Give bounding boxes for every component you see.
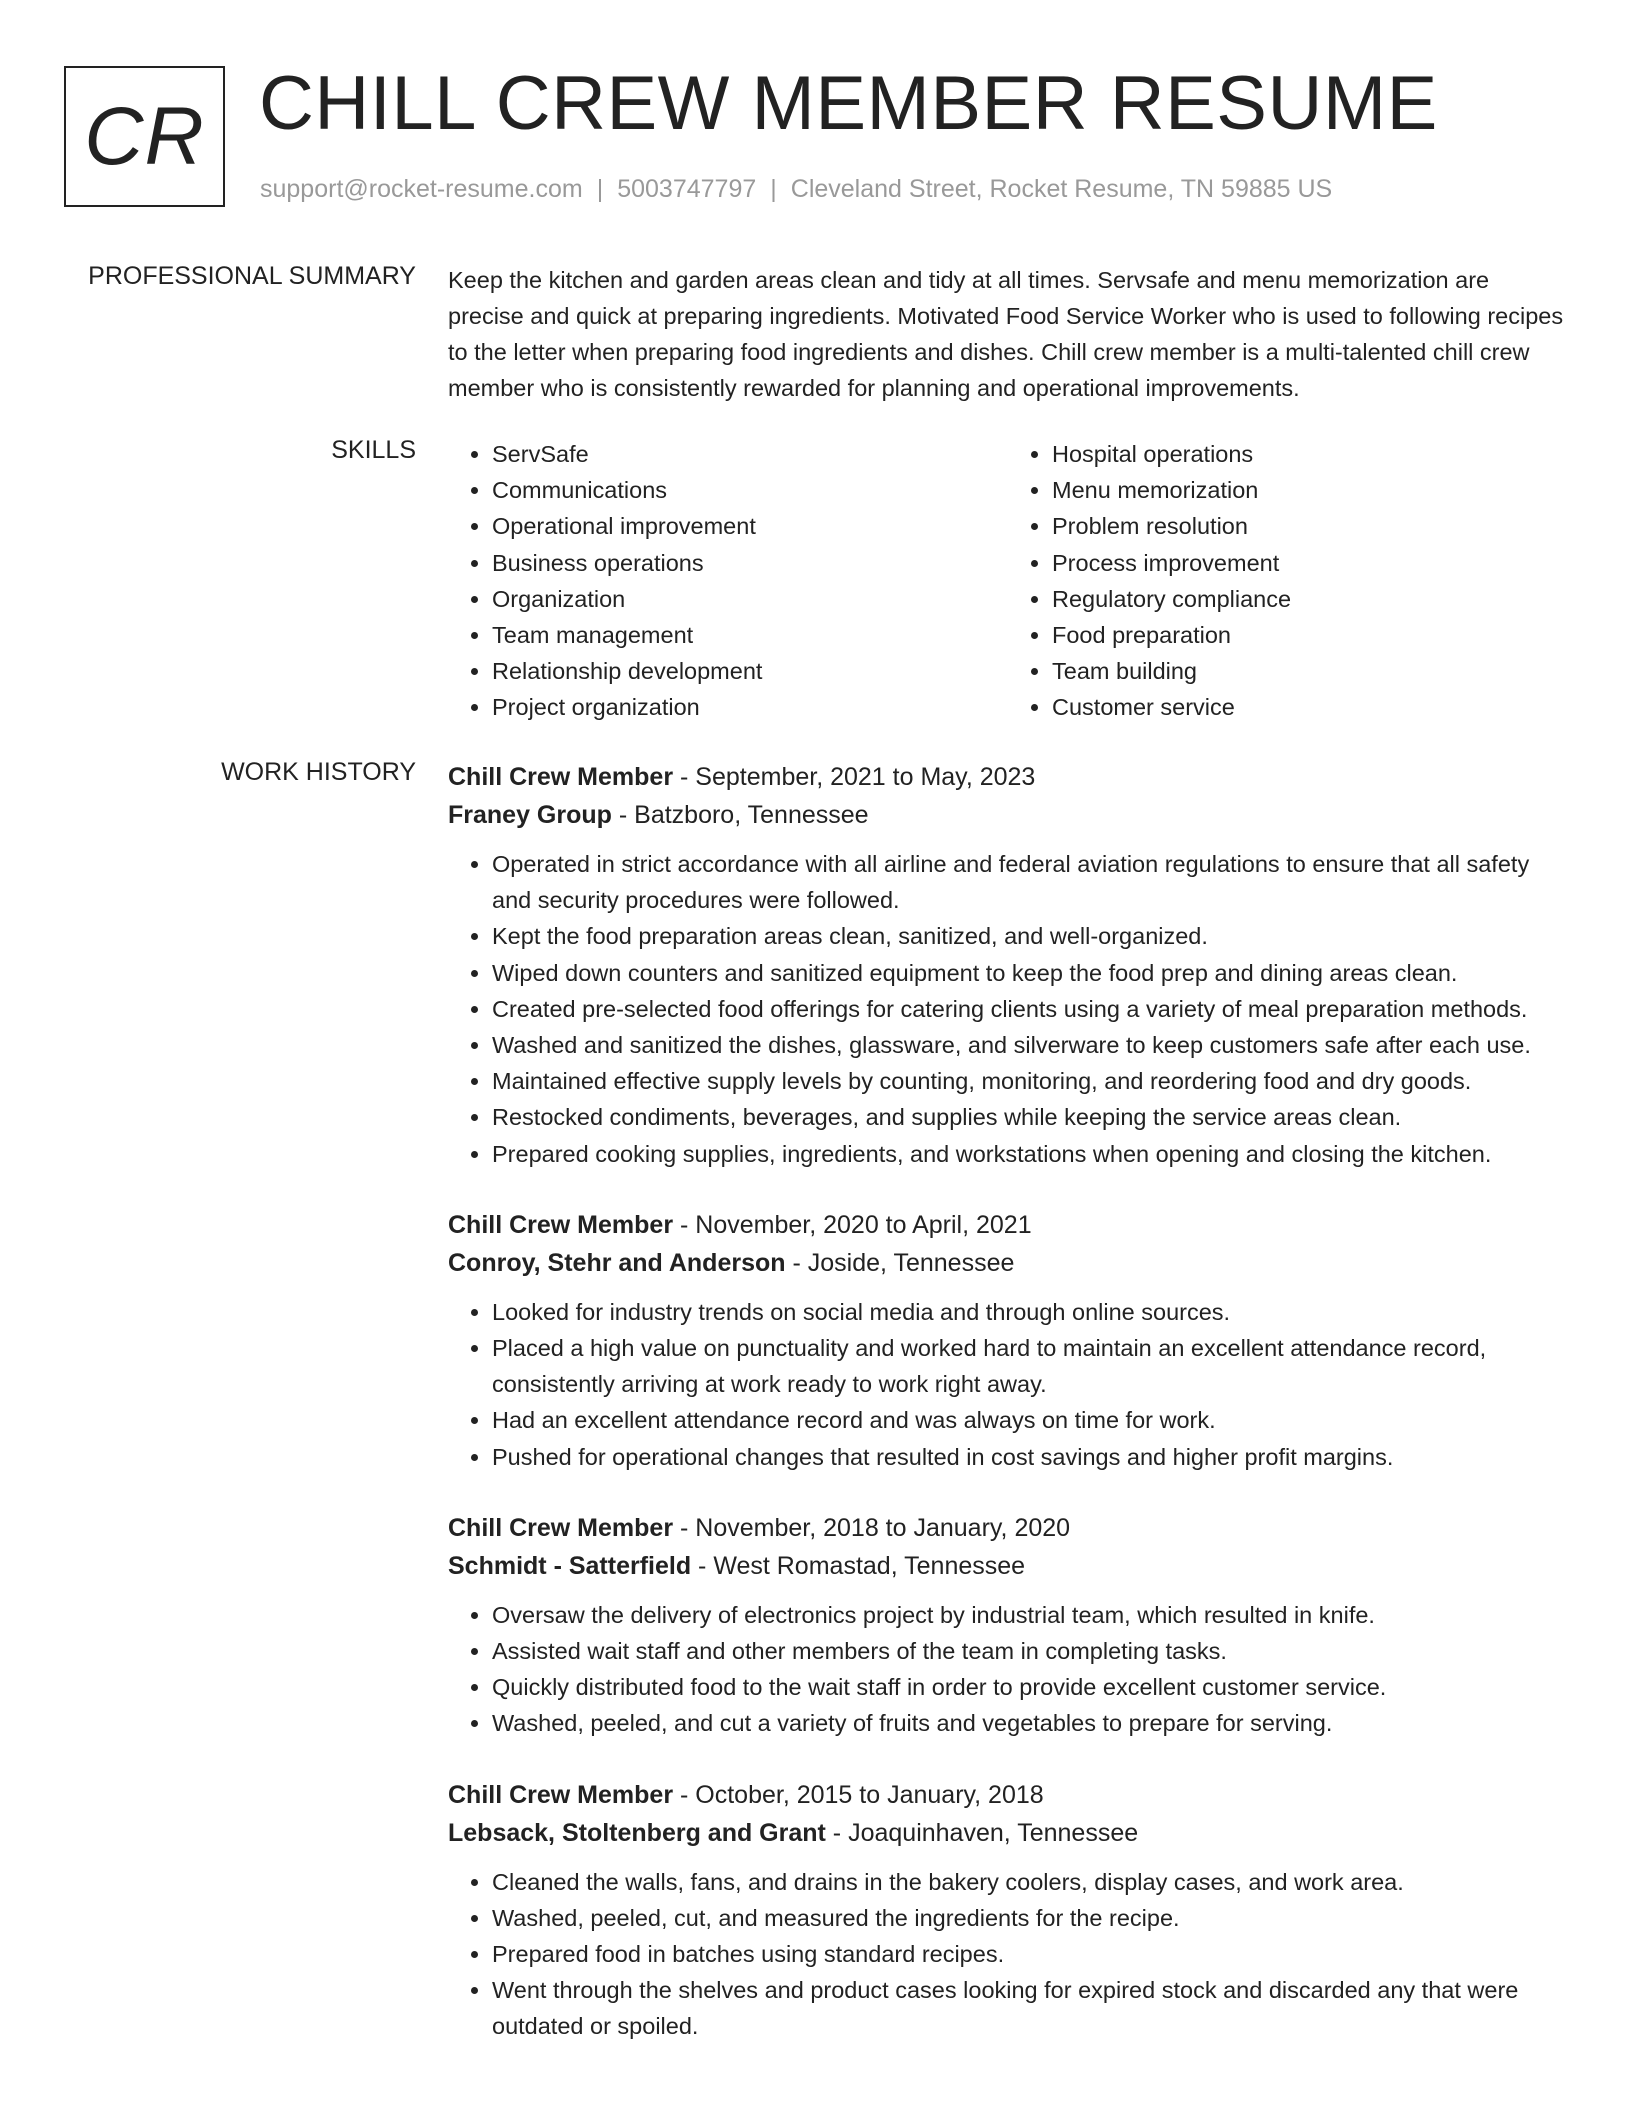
contact-separator: |	[596, 175, 604, 203]
job-bullet: • Created pre-selected food offerings for catering clients using a variety of meal preparation methods.	[492, 991, 1568, 1027]
job-company-line: Franey Group - Batzboro, Tennessee	[448, 801, 869, 829]
job-bullets	[448, 846, 1568, 1172]
job-company-line: Schmidt - Satterfield - West Romastad, Tennessee	[448, 1551, 1026, 1580]
job-location: Joside, Tennessee	[807, 1248, 1015, 1277]
job-entry	[448, 1509, 1568, 1742]
skill-item: • ServSafe	[492, 436, 1008, 472]
job-location: Batzboro, Tennessee	[634, 801, 869, 829]
skill-item: • Food preparation	[1052, 617, 1568, 653]
skills-body	[448, 436, 1568, 726]
job-title: Chill Crew Member	[448, 1210, 674, 1239]
job-title-line: Chill Crew Member - September, 2021 to May, 2023	[448, 763, 1036, 791]
job-entry	[448, 1206, 1568, 1475]
job-bullet: • Had an excellent attendance record and was always on time for work.	[492, 1402, 1568, 1438]
job-company: Lebsack, Stoltenberg and Grant	[448, 1818, 826, 1847]
job-bullet: • Wiped down counters and sanitized equipment to keep the food prep and dining areas clean.	[492, 955, 1568, 991]
skill-item: • Organization	[492, 581, 1008, 617]
job-bullet: • Oversaw the delivery of electronics project by industrial team, which resulted in knife.	[492, 1597, 1568, 1633]
job-title-line: Chill Crew Member - November, 2020 to April, 2021	[448, 1210, 1032, 1239]
contact-separator: |	[770, 175, 777, 203]
skill-item: • Hospital operations	[1052, 436, 1568, 472]
skill-item: • Process improvement	[1052, 545, 1568, 581]
job-bullet: • Placed a high value on punctuality and worked hard to maintain an excellent attendance record, consistently arriving at work ready to work right away.	[492, 1330, 1568, 1402]
resume-title: CHILL CREW MEMBER RESUME	[259, 61, 1438, 146]
job-bullet: • Washed, peeled, cut, and measured the ingredients for the recipe.	[492, 1900, 1568, 1936]
job-bullet: • Looked for industry trends on social media and through online sources.	[492, 1294, 1568, 1330]
skill-item: • Project organization	[492, 689, 1008, 725]
job-company: Franey Group	[448, 801, 612, 829]
summary-text: Keep the kitchen and garden areas clean and tidy at all times. Servsafe and menu memorization are precise and quick at preparing ingredients. Motivated Food Service Worker who is used to following recipes to the letter when preparing food ingredients and dishes. Chill crew member is a multi-talented chill crew member who is consistently rewarded for planning and operational improvements.	[448, 267, 1564, 401]
job-bullets	[448, 1597, 1568, 1742]
skill-item: • Communications	[492, 472, 1008, 508]
job-company: Conroy, Stehr and Anderson	[448, 1248, 786, 1277]
job-bullet: • Operated in strict accordance with all airline and federal aviation regulations to ensure that all safety and security procedures were followed.	[492, 846, 1568, 918]
skill-item: • Business operations	[492, 545, 1008, 581]
work-body	[448, 758, 1568, 2079]
contact-email: support@rocket-resume.com	[260, 175, 583, 203]
job-bullets	[448, 1864, 1568, 2045]
job-bullet: • Pushed for operational changes that resulted in cost savings and higher profit margins.	[492, 1439, 1568, 1475]
job-dates: November, 2018 to January, 2020	[695, 1513, 1071, 1542]
job-company-line: Lebsack, Stoltenberg and Grant - Joaquinhaven, Tennessee	[448, 1818, 1139, 1847]
skill-item: • Customer service	[1052, 689, 1568, 725]
job-title: Chill Crew Member	[448, 763, 674, 791]
monogram: CR	[64, 66, 225, 207]
job-bullet: • Assisted wait staff and other members of the team in completing tasks.	[492, 1633, 1568, 1669]
contact-address: Cleveland Street, Rocket Resume, TN 59885 US	[790, 175, 1333, 203]
job-location: West Romastad, Tennessee	[713, 1551, 1026, 1580]
work-label: WORK HISTORY	[221, 758, 416, 786]
job-bullet: • Restocked condiments, beverages, and supplies while keeping the service areas clean.	[492, 1099, 1568, 1135]
skills-column-left	[448, 436, 1008, 726]
job-bullet: • Kept the food preparation areas clean, sanitized, and well-organized.	[492, 918, 1568, 954]
job-bullet: • Prepared cooking supplies, ingredients, and workstations when opening and closing the kitchen.	[492, 1136, 1568, 1172]
skill-item: • Relationship development	[492, 653, 1008, 689]
job-bullet: • Cleaned the walls, fans, and drains in the bakery coolers, display cases, and work area.	[492, 1864, 1568, 1900]
job-bullet: • Maintained effective supply levels by counting, monitoring, and reordering food and dry goods.	[492, 1063, 1568, 1099]
job-bullets	[448, 1294, 1568, 1475]
job-title: Chill Crew Member	[448, 1513, 674, 1542]
job-location: Joaquinhaven, Tennessee	[848, 1818, 1139, 1847]
contact-line	[260, 175, 1332, 204]
job-dates: September, 2021 to May, 2023	[695, 763, 1036, 791]
job-dates: October, 2015 to January, 2018	[695, 1780, 1044, 1809]
job-dates: November, 2020 to April, 2021	[695, 1210, 1032, 1239]
job-title-line: Chill Crew Member - October, 2015 to January, 2018	[448, 1780, 1044, 1809]
skills-column-right	[1008, 436, 1568, 726]
skills-grid	[448, 436, 1568, 726]
job-entry	[448, 1776, 1568, 2045]
skills-label: SKILLS	[331, 436, 416, 464]
summary-body	[448, 262, 1568, 406]
contact-phone: 5003747797	[617, 175, 757, 203]
skill-item: • Team building	[1052, 653, 1568, 689]
job-bullet: • Washed and sanitized the dishes, glassware, and silverware to keep customers safe after each use.	[492, 1027, 1568, 1063]
job-bullet: • Quickly distributed food to the wait staff in order to provide excellent customer service.	[492, 1669, 1568, 1705]
skill-item: • Regulatory compliance	[1052, 581, 1568, 617]
skill-item: • Team management	[492, 617, 1008, 653]
job-bullet: • Prepared food in batches using standard recipes.	[492, 1936, 1568, 1972]
job-entry	[448, 758, 1568, 1172]
job-title-line: Chill Crew Member - November, 2018 to January, 2020	[448, 1513, 1071, 1542]
skill-item: • Problem resolution	[1052, 508, 1568, 544]
summary-label: PROFESSIONAL SUMMARY	[88, 262, 416, 290]
job-company-line: Conroy, Stehr and Anderson - Joside, Tennessee	[448, 1248, 1015, 1277]
skill-item: • Operational improvement	[492, 508, 1008, 544]
job-bullet: • Washed, peeled, and cut a variety of fruits and vegetables to prepare for serving.	[492, 1705, 1568, 1741]
job-title: Chill Crew Member	[448, 1780, 674, 1809]
job-company: Schmidt - Satterfield	[448, 1551, 692, 1580]
job-bullet: • Went through the shelves and product cases looking for expired stock and discarded any that were outdated or spoiled.	[492, 1972, 1568, 2044]
skill-item: • Menu memorization	[1052, 472, 1568, 508]
